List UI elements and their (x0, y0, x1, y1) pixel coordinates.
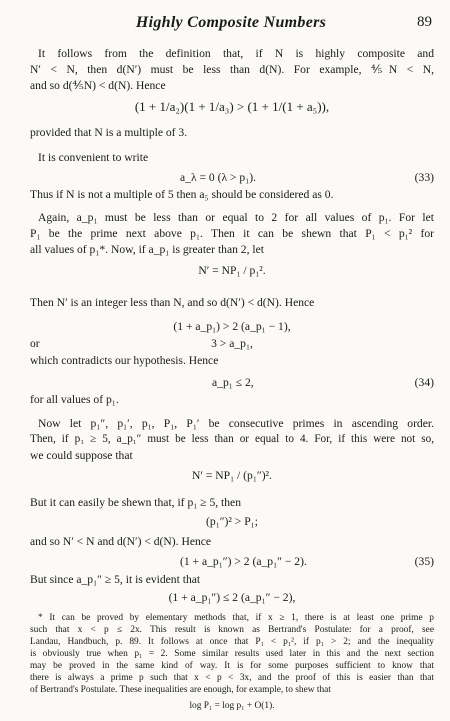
running-title: Highly Composite Numbers (135, 14, 327, 31)
body-line: Thus if N is not a multiple of 5 then a₅ should be considered as 0. (30, 188, 334, 201)
footnote-line: there is always a prime p such that x < p < 3x, and the proof of this is easier than that (30, 673, 434, 683)
display-equation: (1 + 1/a₂)(1 + 1/a₃) > (1 + 1/(1 + a₅)), (134, 99, 330, 114)
body-line: all values of p₁*. Now, if a_p₁ is greater than 2, let (30, 243, 264, 256)
display-equation: N′ = NP₁ / p₁². (198, 264, 266, 277)
display-equation: N′ = NP₁ / (p₁″)². (192, 469, 272, 482)
body-line: Then N′ is an integer less than N, and so d(N′) < d(N). Hence (30, 296, 315, 309)
equation-number: (34) (414, 376, 434, 389)
body-line: we could suppose that (30, 449, 133, 462)
body-line: It follows from the definition that, if N is highly composite and (38, 47, 434, 60)
equation-number: (35) (414, 555, 434, 568)
display-equation: (1 + a_p₁″) ≤ 2 (a_p₁″ − 2), (168, 591, 296, 604)
footnote-line: Landau, Handbuch, p. 89. It follows at once that P₁ < p₁², if p₁ > 2; and the inequality (30, 637, 434, 647)
body-line: But it can easily be shewn that, if p₁ ≥ 5, then (30, 496, 241, 509)
body-line: and so d(⅘N) < d(N). Hence (30, 79, 166, 92)
display-equation: (p₁″)² > P₁; (206, 515, 258, 528)
running-header (30, 14, 432, 34)
display-equation: a_p₁ ≤ 2, (212, 376, 254, 389)
body-line: and so N′ < N and d(N′) < d(N). Hence (30, 535, 212, 548)
display-equation: 3 > a_p₁, (211, 337, 253, 350)
body-line: provided that N is a multiple of 3. (30, 126, 188, 139)
body-line: Now let p₁″, p₁′, p₁, P₁, P₁′ be consecutive primes in ascending order. (38, 417, 434, 430)
body-line: Again, a_p₁ must be less than or equal to 2 for all values of p₁. For let (38, 211, 434, 224)
display-equation: a_λ = 0 (λ > p₁). (180, 171, 257, 184)
footnote-line: of Bertrand's Postulate. These inequalities are enough, for example, to shew that (30, 685, 331, 695)
body-line: P₁ be the prime next above p₁. Then it can be shewn that P₁ < p₁² for (30, 227, 434, 240)
footnote-line: such that x < p ≤ 2x. This result is known as Bertrand's Postulate: for a proof, see (30, 625, 434, 635)
display-equation: (1 + a_p₁″) > 2 (a_p₁″ − 2). (180, 555, 307, 568)
page-number: 89 (417, 14, 432, 30)
body-line: N′ < N, then d(N′) must be less than d(N). For example, ⅘N < N, (30, 63, 434, 76)
body-line: But since a_p₁″ ≥ 5, it is evident that (30, 573, 201, 586)
equation-number: (33) (414, 171, 434, 184)
body-line: which contradicts our hypothesis. Hence (30, 354, 219, 367)
display-equation: (1 + a_p₁) > 2 (a_p₁ − 1), (173, 320, 291, 333)
footnote-equation: log P₁ = log p₁ + O(1). (189, 701, 275, 711)
body-line: It is convenient to write (38, 151, 149, 164)
body-line: Then, if p₁ ≥ 5, a_p₁″ must be less than or equal to 4. For, if this were not so, (30, 433, 434, 445)
footnote-line: may be proved in the same kind of way. It is for some purposes sufficient to know that (30, 661, 434, 671)
body-line: for all values of p₁. (30, 393, 119, 406)
footnote-line: * It can be proved by elementary methods that, if x ≥ 1, there is at least one prime p (38, 613, 434, 623)
footnote-line: is obviously true when p₁ = 2. Some similar results used later in this and the next section (30, 649, 434, 659)
body-line: or (30, 337, 40, 350)
